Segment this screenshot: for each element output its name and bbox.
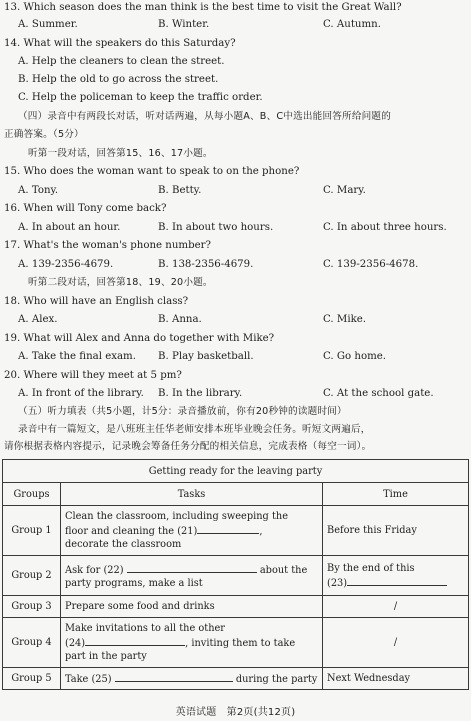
task-line-with-blank <box>65 562 318 577</box>
task-text: , inviting them to take <box>185 638 296 649</box>
time-cell <box>323 556 469 596</box>
section4-dialogue2: 听第二段对话，回答第18、19、20小题。 <box>28 277 213 288</box>
question-18-option-b: B. Anna. <box>158 314 202 325</box>
task-text: during the party <box>235 674 318 685</box>
question-16-stem: 16. When will Tony come back? <box>4 203 167 214</box>
task-text: about the <box>259 564 308 576</box>
task-line-with-blank <box>65 635 318 650</box>
question-15-option-b: B. Betty. <box>158 185 202 196</box>
question-17-option-a: A. 139-2356-4679. <box>18 259 114 270</box>
question-15-option-a: A. Tony. <box>18 185 59 196</box>
page-footer: 英语试题 第2页(共12页) <box>175 707 296 718</box>
time-cell: Before this Friday <box>323 506 469 556</box>
question-13-option-a: A. Summer. <box>18 19 78 30</box>
question-19-option-c: C. Go home. <box>323 351 387 362</box>
question-17-option-b: B. 138-2356-4679. <box>158 259 254 270</box>
question-19-option-a: A. Take the final exam. <box>18 351 136 362</box>
question-20-option-a: A. In front of the library. <box>18 388 144 399</box>
header-time: Time <box>323 483 469 506</box>
answer-blank-22[interactable] <box>127 562 257 573</box>
task-line-with-blank <box>65 523 318 538</box>
task-line: decorate the classroom <box>65 539 182 550</box>
task-text: Ask for (22) <box>65 564 124 576</box>
task-cell: Prepare some food and drinks <box>61 596 323 618</box>
time-cell: / <box>323 618 469 668</box>
section4-title: （四）录音中有两段长对话，听对话两遍，从每小题A、B、C中选出能回答所给问题的 <box>18 111 392 122</box>
question-14-option-a: A. Help the cleaners to clean the street. <box>18 56 225 67</box>
table-header-row <box>3 483 469 506</box>
time-cell: Next Wednesday <box>323 668 469 690</box>
question-18-stem: 18. Who will have an English class? <box>4 296 189 307</box>
task-cell <box>61 556 323 596</box>
answer-blank-23[interactable] <box>347 575 447 586</box>
task-cell <box>61 506 323 556</box>
group-label: Group 1 <box>3 506 61 556</box>
task-line: Clean the classroom, including sweeping the <box>65 511 288 522</box>
answer-blank-24[interactable] <box>85 635 185 646</box>
task-line: Make invitations to all the other <box>65 623 225 634</box>
question-20-option-c: C. At the school gate. <box>323 388 434 399</box>
question-13-stem: 13. Which season does the man think is the best time to visit the Great Wall? <box>4 2 402 13</box>
table-row <box>3 506 469 556</box>
group-label: Group 4 <box>3 618 61 668</box>
table-row <box>3 618 469 668</box>
table-row <box>3 596 469 618</box>
task-cell <box>61 668 323 690</box>
question-16-option-c: C. In about three hours. <box>323 222 447 233</box>
section5-desc-2: 请你根据表格内容提示，记录晚会筹备任务分配的相关信息，完成表格（每空一词）。 <box>4 441 372 452</box>
table-row <box>3 556 469 596</box>
section5-desc-1: 录音中有一篇短文，是八班班主任华老师安排本班毕业晚会任务。听短文两遍后， <box>18 424 371 435</box>
question-14-option-b: B. Help the old to go across the street. <box>18 74 219 85</box>
question-15-option-c: C. Mary. <box>323 185 366 196</box>
task-text: Take (25) <box>65 674 112 685</box>
question-20-stem: 20. Where will they meet at 5 pm? <box>4 370 182 381</box>
group-label: Group 3 <box>3 596 61 618</box>
table-row <box>3 668 469 690</box>
question-17-stem: 17. What's the woman's phone number? <box>4 240 211 251</box>
header-tasks: Tasks <box>61 483 323 506</box>
question-19-stem: 19. What will Alex and Anna do together with Mike? <box>4 333 275 344</box>
group-label: Group 2 <box>3 556 61 596</box>
time-line-with-blank <box>327 575 464 590</box>
section5-title: （五）听力填表（共5小题，计5分：录音播放前，你有20秒钟的读题时间） <box>18 406 347 417</box>
time-cell: / <box>323 596 469 618</box>
task-text: floor and cleaning the (21) <box>65 526 198 537</box>
group-label: Group 5 <box>3 668 61 690</box>
question-14-stem: 14. What will the speakers do this Saturday? <box>4 38 236 49</box>
header-groups: Groups <box>3 483 61 506</box>
question-15-stem: 15. Who does the woman want to speak to on the phone? <box>4 166 300 177</box>
question-18-option-c: C. Mike. <box>323 314 367 325</box>
table-title: Getting ready for the leaving party <box>3 460 469 483</box>
answer-blank-21[interactable] <box>197 523 259 534</box>
task-cell <box>61 618 323 668</box>
answer-blank-25[interactable] <box>115 671 233 682</box>
question-16-option-b: B. In about two hours. <box>158 222 274 233</box>
question-19-option-b: B. Play basketball. <box>158 351 254 362</box>
task-line: party programs, make a list <box>65 577 203 589</box>
question-17-option-c: C. 139-2356-4678. <box>323 259 419 270</box>
section4-title-cont: 正确答案。（5分） <box>4 129 84 140</box>
question-13-option-b: B. Winter. <box>158 19 210 30</box>
question-16-option-a: A. In about an hour. <box>18 222 121 233</box>
question-20-option-b: B. In the library. <box>158 388 243 399</box>
question-14-option-c: C. Help the policeman to keep the traffic order. <box>18 92 263 103</box>
question-18-option-a: A. Alex. <box>18 314 58 325</box>
task-text: , <box>259 526 263 537</box>
task-line: part in the party <box>65 651 147 662</box>
time-line: By the end of this <box>327 562 415 574</box>
task-text: (24) <box>65 638 86 649</box>
question-13-option-c: C. Autumn. <box>323 19 381 30</box>
section4-dialogue1: 听第一段对话，回答第15、16、17小题。 <box>28 148 213 159</box>
time-text: (23) <box>327 577 348 589</box>
task-table <box>2 459 469 690</box>
